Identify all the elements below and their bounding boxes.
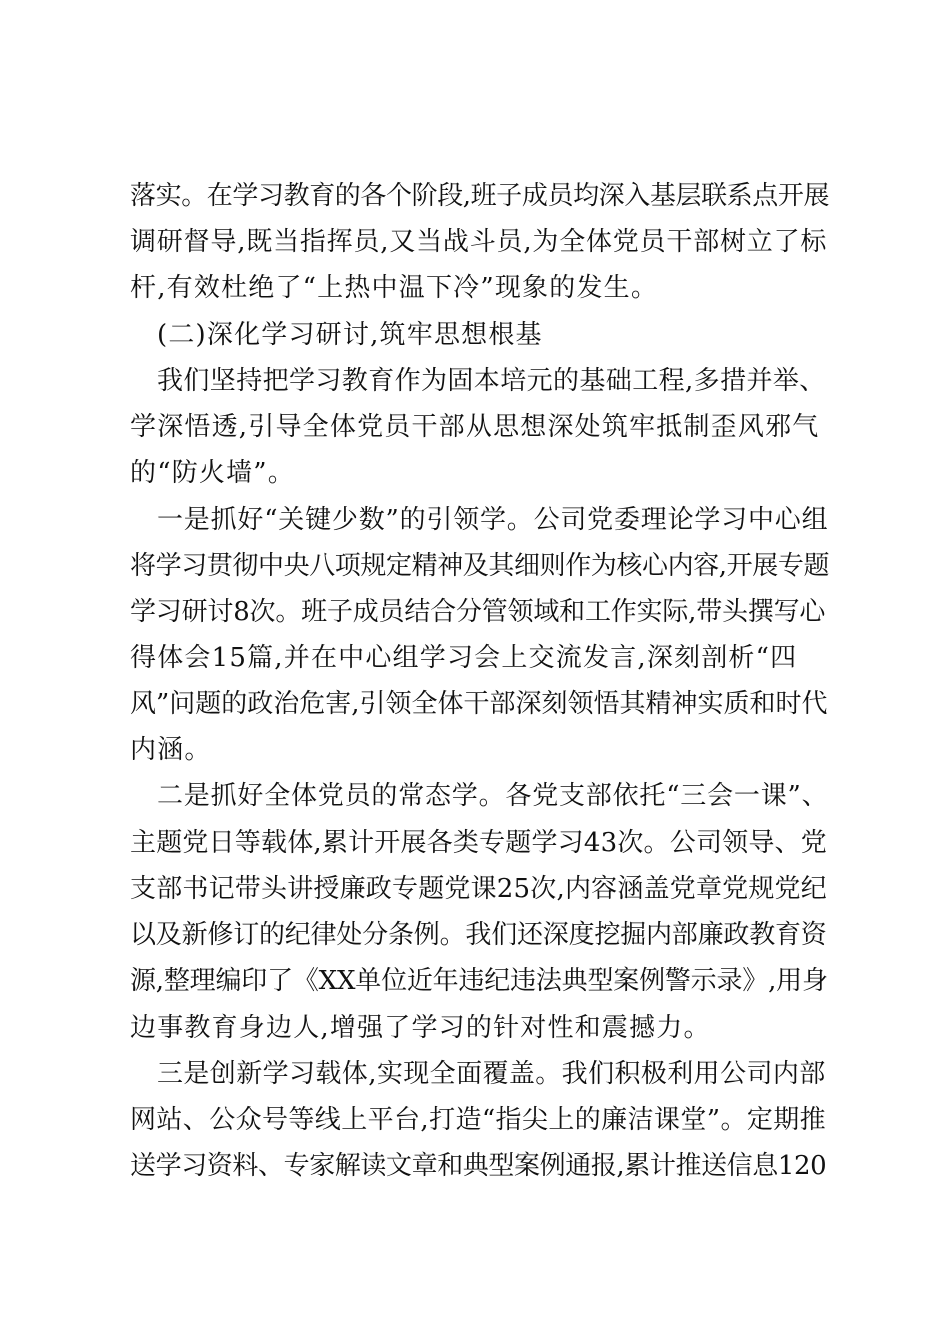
text-line: 内涵。 bbox=[130, 735, 212, 765]
text-line: 边事教育身边人,增强了学习的针对性和震撼力。 bbox=[130, 1013, 711, 1043]
text-line: 我们坚持把学习教育作为固本培元的基础工程,多措并举、 bbox=[157, 366, 826, 396]
text-line: 得体会15篇,并在中心组学习会上交流发言,深刻剖析“四 bbox=[130, 643, 798, 673]
section-heading: (二)深化学习研讨,筑牢思想根基 bbox=[157, 320, 543, 350]
text-line: 学习研讨8次。班子成员结合分管领域和工作实际,带头撰写心 bbox=[130, 597, 826, 627]
text-line: 落实。在学习教育的各个阶段,班子成员均深入基层联系点开展 bbox=[130, 181, 830, 211]
text-line: 支部书记带头讲授廉政专题党课25次,内容涵盖党章党规党纪 bbox=[130, 874, 827, 904]
text-line: 主题党日等载体,累计开展各类专题学习43次。公司领导、党 bbox=[130, 828, 827, 858]
text-line: 的“防火墙”。 bbox=[130, 458, 295, 488]
text-line: 源,整理编印了《XX单位近年违纪违法典型案例警示录》,用身 bbox=[130, 966, 828, 996]
text-line: 杆,有效杜绝了“上热中温下冷”现象的发生。 bbox=[130, 273, 659, 303]
text-line: 三是创新学习载体,实现全面覆盖。我们积极利用公司内部 bbox=[157, 1059, 826, 1089]
text-line: 二是抓好全体党员的常态学。各党支部依托“三会一课”、 bbox=[157, 781, 829, 811]
text-line: 网站、公众号等线上平台,打造“指尖上的廉洁课堂”。定期推 bbox=[130, 1105, 827, 1135]
text-line: 送学习资料、专家解读文章和典型案例通报,累计推送信息120 bbox=[130, 1151, 827, 1181]
text-line: 一是抓好“关键少数”的引领学。公司党委理论学习中心组 bbox=[157, 505, 829, 535]
text-line: 风”问题的政治危害,引领全体干部深刻领悟其精神实质和时代 bbox=[130, 689, 828, 719]
text-line: 调研督导,既当指挥员,又当战斗员,为全体党员干部树立了标 bbox=[130, 227, 828, 257]
text-line: 将学习贯彻中央八项规定精神及其细则作为核心内容,开展专题 bbox=[130, 551, 830, 581]
text-line: 以及新修订的纪律处分条例。我们还深度挖掘内部廉政教育资 bbox=[130, 920, 827, 950]
text-line: 学深悟透,引导全体党员干部从思想深处筑牢抵制歪风邪气 bbox=[130, 412, 820, 442]
